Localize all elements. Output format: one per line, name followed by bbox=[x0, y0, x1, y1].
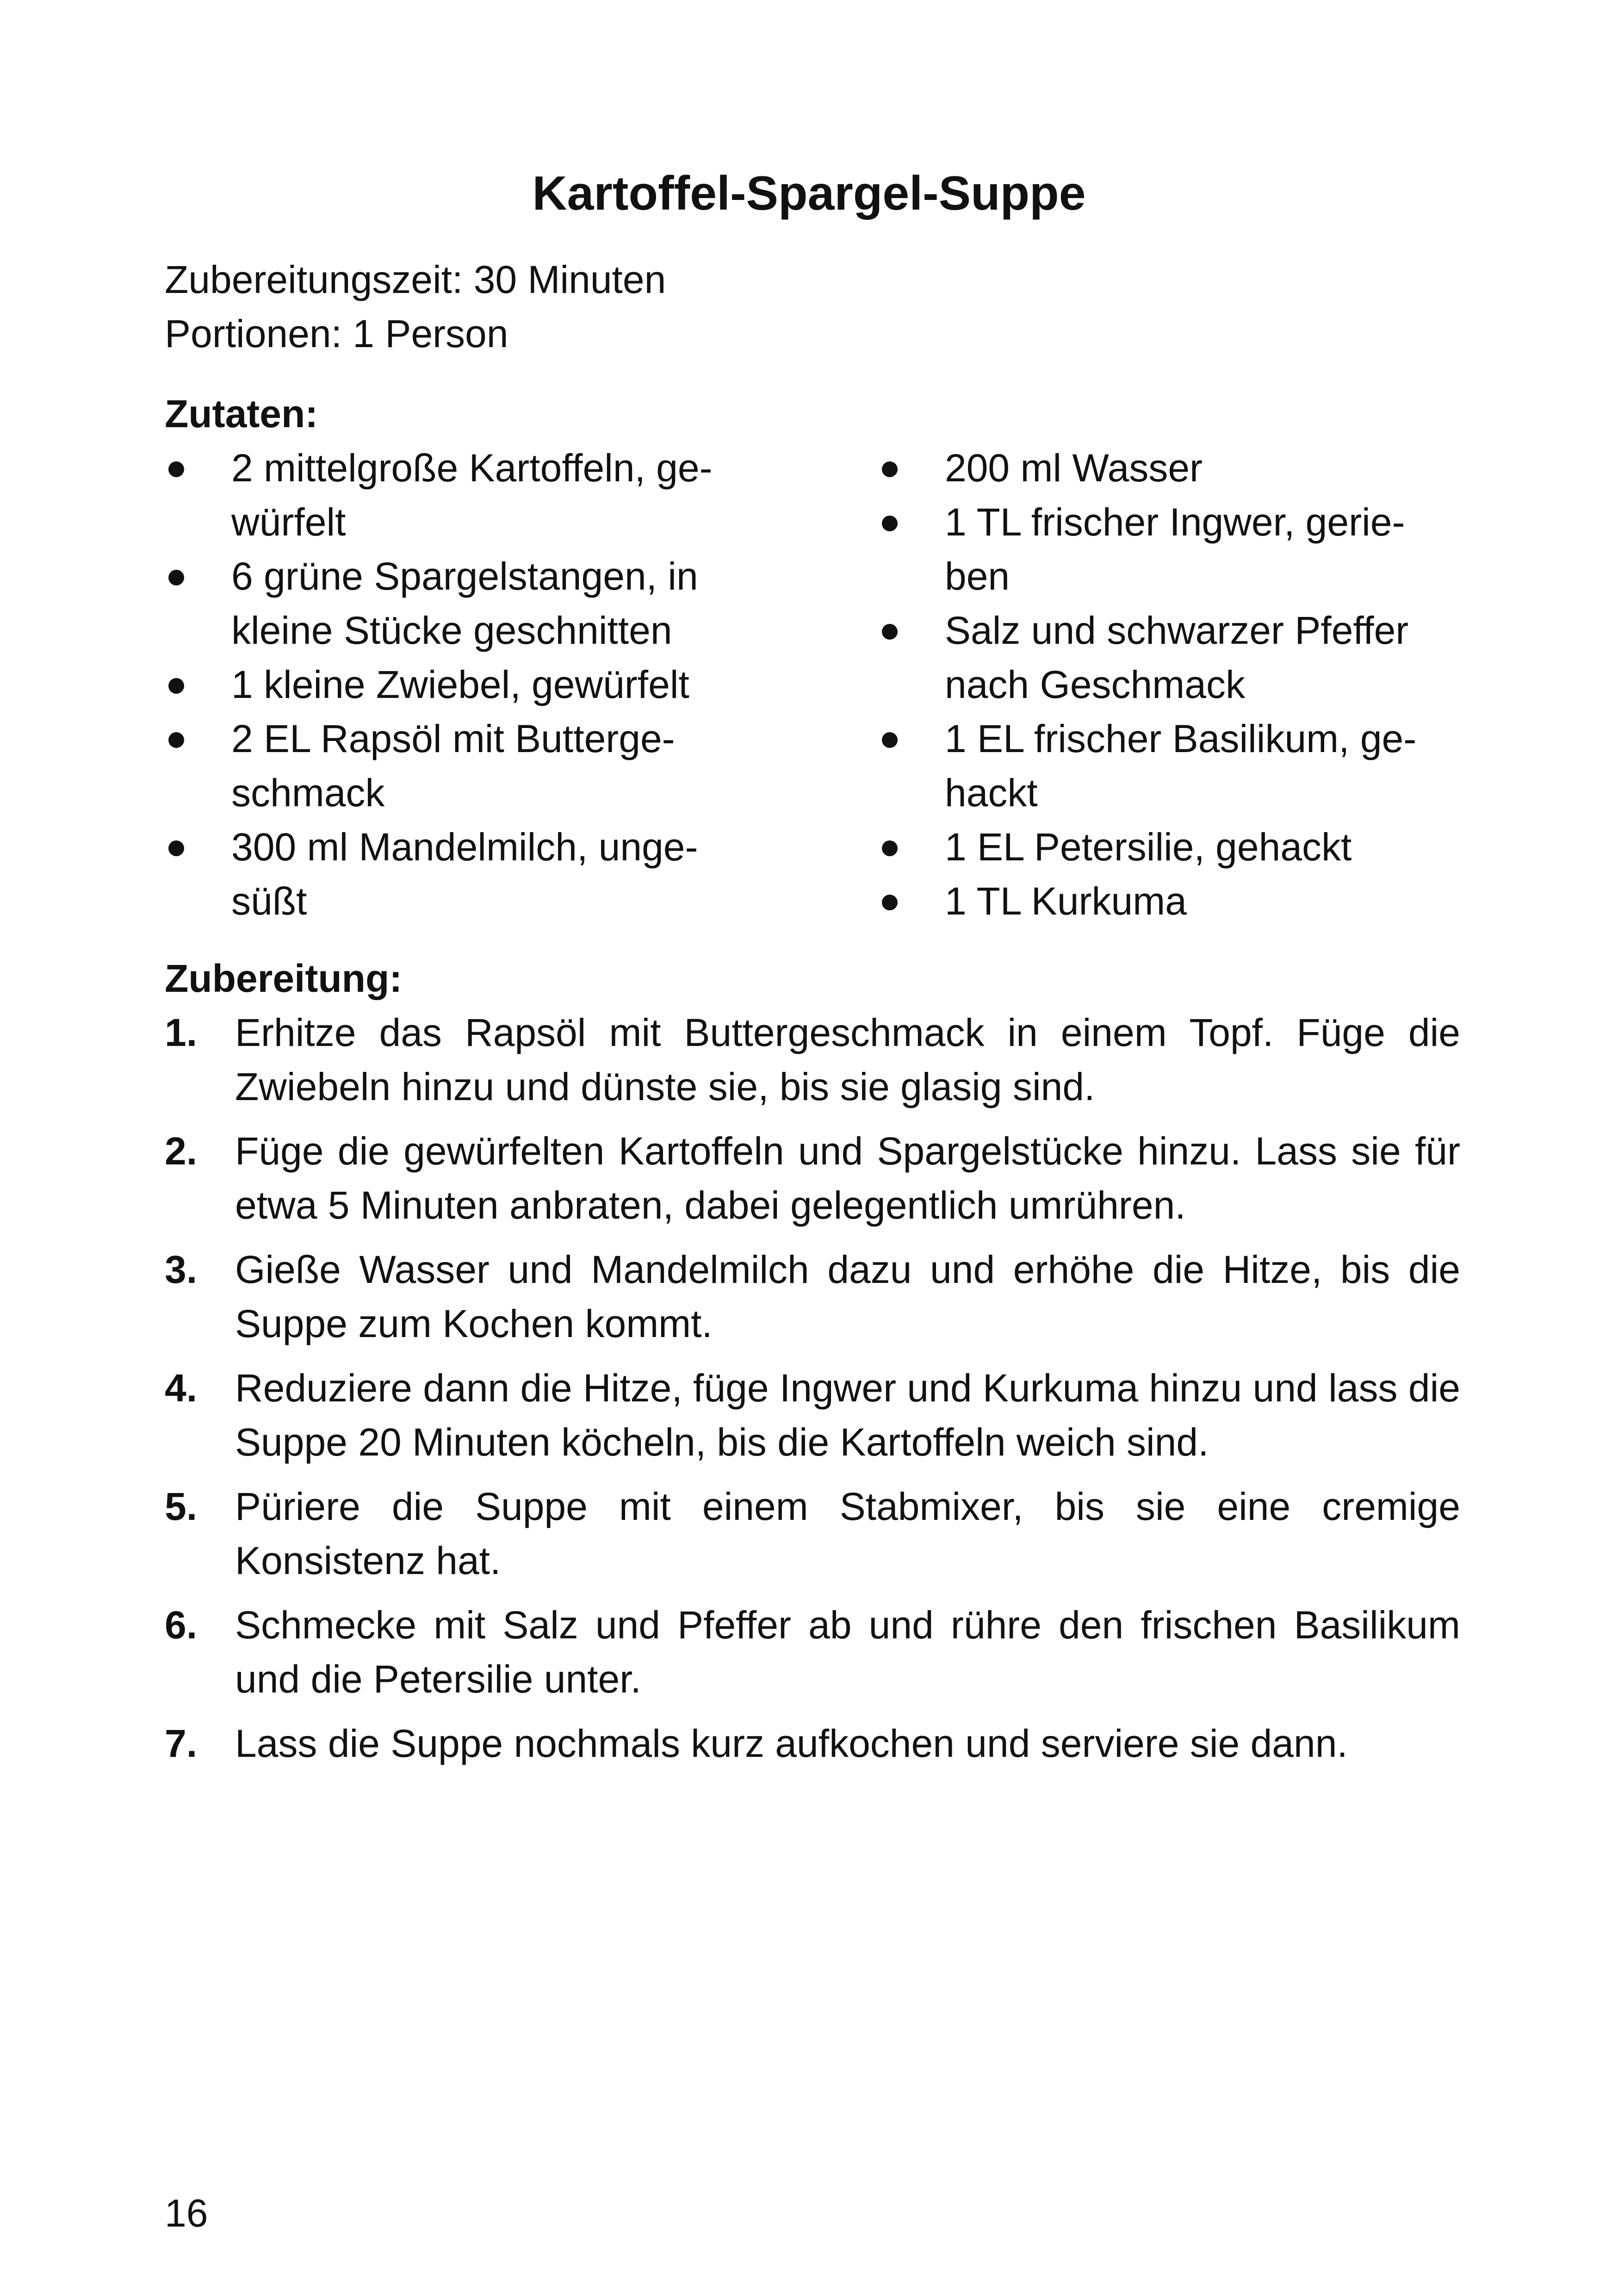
step-number: 6. bbox=[165, 1603, 198, 1647]
bullet-icon bbox=[168, 678, 184, 694]
ingredient-item bbox=[878, 441, 1480, 495]
ingredient-text: 1 EL Petersilie, gehackt bbox=[945, 825, 1352, 869]
step-item bbox=[165, 1598, 1460, 1706]
step-number: 4. bbox=[165, 1366, 198, 1410]
step-number: 2. bbox=[165, 1129, 198, 1173]
ingredient-text: 2 EL Rapsöl mit Butterge- schmack bbox=[231, 717, 675, 815]
step-text: Füge die gewürfelten Kartoffeln und Spargelstücke hinzu. Lass sie für etwa 5 Minuten anbraten, dabei gelegentlich umrühren. bbox=[235, 1129, 1460, 1227]
ingredient-text: 300 ml Mandelmilch, unge- süßt bbox=[231, 825, 698, 923]
ingredient-text: 200 ml Wasser bbox=[945, 446, 1203, 490]
preparation-steps bbox=[165, 1006, 1460, 1781]
prep-time: Zubereitungszeit: 30 Minuten bbox=[165, 258, 666, 301]
step-number: 7. bbox=[165, 1722, 198, 1765]
preparation-heading: Zubereitung: bbox=[165, 957, 403, 1000]
ingredient-item bbox=[165, 549, 766, 658]
ingredient-text: Salz und schwarzer Pfeffer nach Geschmack bbox=[945, 609, 1409, 706]
step-text: Püriere die Suppe mit einem Stabmixer, bis sie eine cremige Konsistenz hat. bbox=[235, 1485, 1460, 1582]
step-text: Schmecke mit Salz und Pfeffer ab und rühre den frischen Basilikum und die Petersilie unter. bbox=[235, 1603, 1460, 1701]
ingredient-text: 1 EL frischer Basilikum, ge- hackt bbox=[945, 717, 1417, 815]
step-item bbox=[165, 1717, 1460, 1771]
recipe-title: Kartoffel-Spargel-Suppe bbox=[532, 167, 1086, 220]
ingredients-list-left bbox=[165, 441, 766, 928]
ingredient-item bbox=[165, 658, 766, 712]
step-number: 3. bbox=[165, 1248, 198, 1291]
bullet-icon bbox=[168, 461, 184, 477]
step-text: Gieße Wasser und Mandelmilch dazu und erhöhe die Hitze, bis die Suppe zum Kochen kommt. bbox=[235, 1248, 1460, 1345]
bullet-icon bbox=[168, 732, 184, 748]
step-number: 1. bbox=[165, 1011, 198, 1054]
step-text: Lass die Suppe nochmals kurz aufkochen und serviere sie dann. bbox=[235, 1722, 1348, 1765]
servings: Portionen: 1 Person bbox=[165, 312, 508, 355]
ingredient-text: 1 kleine Zwiebel, gewürfelt bbox=[231, 663, 689, 706]
step-item bbox=[165, 1124, 1460, 1232]
ingredient-item bbox=[878, 712, 1480, 820]
ingredient-item bbox=[878, 604, 1480, 712]
bullet-icon bbox=[882, 516, 898, 531]
step-text: Erhitze das Rapsöl mit Buttergeschmack in einem Topf. Füge die Zwiebeln hinzu und dünste sie, bis sie glasig sind. bbox=[235, 1011, 1460, 1108]
page-number: 16 bbox=[165, 2191, 208, 2235]
step-number: 5. bbox=[165, 1485, 198, 1528]
bullet-icon bbox=[168, 840, 184, 856]
bullet-icon bbox=[882, 732, 898, 748]
step-item bbox=[165, 1361, 1460, 1469]
ingredient-item bbox=[878, 820, 1480, 874]
ingredient-item bbox=[165, 820, 766, 928]
ingredient-item bbox=[878, 495, 1480, 604]
ingredient-item bbox=[165, 712, 766, 820]
bullet-icon bbox=[882, 895, 898, 910]
ingredient-text: 1 TL Kurkuma bbox=[945, 879, 1187, 923]
ingredient-text: 6 grüne Spargelstangen, in kleine Stücke geschnitten bbox=[231, 554, 698, 652]
bullet-icon bbox=[882, 461, 898, 477]
ingredients-heading: Zutaten: bbox=[165, 392, 318, 436]
ingredient-text: 1 TL frischer Ingwer, gerie- ben bbox=[945, 500, 1405, 598]
bullet-icon bbox=[882, 624, 898, 640]
recipe-meta bbox=[165, 253, 666, 361]
step-text: Reduziere dann die Hitze, füge Ingwer und Kurkuma hinzu und lass die Suppe 20 Minuten köcheln, bis die Kartoffeln weich sind. bbox=[235, 1366, 1460, 1464]
bullet-icon bbox=[882, 840, 898, 856]
step-item bbox=[165, 1006, 1460, 1114]
ingredients-list-right bbox=[878, 441, 1480, 928]
step-item bbox=[165, 1243, 1460, 1351]
bullet-icon bbox=[168, 570, 184, 585]
ingredient-item bbox=[878, 874, 1480, 928]
ingredient-item bbox=[165, 441, 766, 549]
step-item bbox=[165, 1480, 1460, 1588]
ingredient-text: 2 mittelgroße Kartoffeln, ge- würfelt bbox=[231, 446, 713, 544]
